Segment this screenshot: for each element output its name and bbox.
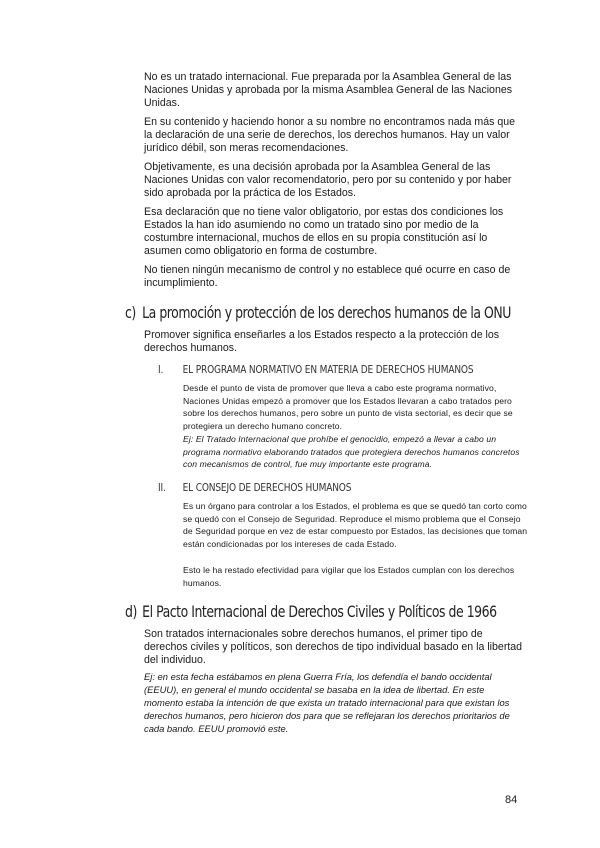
- subsection-i-marker: I.: [158, 363, 164, 376]
- subsection-ii-text-2: Esto le ha restado efectividad para vigilar que los Estados cumplan con los derechos humanos.: [183, 565, 515, 588]
- section-d-title: El Pacto Internacional de Derechos Civiles y Políticos de 1966: [142, 602, 497, 621]
- subsection-i-title: EL PROGRAMA NORMATIVO EN MATERIA DE DERECHOS HUMANOS: [182, 363, 474, 376]
- paragraph-content: En su contenido y haciendo honor a su nombre no encontramos nada más que la declaración de una serie de derechos, los derechos humanos. Hay un valor jurídico débil, son meras recomendaciones.: [144, 116, 516, 154]
- subsection-ii-marker: II.: [158, 481, 166, 494]
- heading-subsection-i: [158, 363, 502, 377]
- heading-subsection-ii: [158, 481, 502, 495]
- subsection-ii-text: Es un órgano para controlar a los Estados, el problema es que se quedó tan corto como se quedó con el Consejo de Seguridad. Reproduce el mismo problema que el Consejo de Seguridad porque en vez de estar compuesto por Estados, las decisiones que toman están condicionadas por los intereses de cada Estado.: [183, 501, 528, 550]
- section-c-intro: Promover significa enseñarles a los Estados respecto a la protección de los derechos humanos.: [144, 329, 500, 354]
- heading-section-c: [125, 303, 511, 323]
- subsection-i-text: Desde el punto de vista de promover que lleva a cabo este programa normativo, Naciones Unidas empezó a promover que los Estados llevaran a cabo tratados pero sobre los derechos humanos, pero sobre un punto de vista sectorial, es decir que se protegiera un derecho humano concreto.: [183, 383, 513, 432]
- section-d-intro: Son tratados internacionales sobre derechos humanos, el primer tipo de derechos civiles y políticos, son derechos de tipo individual basado en la libertad del individuo.: [144, 628, 523, 666]
- paragraph-objective: Objetivamente, es una decisión aprobada por la Asamblea General de las Naciones Unidas con valor recomendatorio, pero por su contenido y por haber sido aprobada por la práctica de los Estados.: [144, 161, 512, 199]
- section-c-marker: c): [125, 303, 136, 322]
- subsection-ii-title: EL CONSEJO DE DERECHOS HUMANOS: [182, 481, 352, 494]
- section-d-marker: d): [125, 602, 137, 621]
- page-number: 84: [505, 794, 518, 806]
- paragraph-no-control: No tienen ningún mecanismo de control y no establece qué ocurre en caso de incumplimiento.: [144, 264, 511, 289]
- section-c-title: La promoción y protección de los derechos humanos de la ONU: [142, 303, 511, 322]
- paragraph-not-treaty: No es un tratado internacional. Fue preparada por la Asamblea General de las Naciones Unidas y aprobada por la misma Asamblea General de las Naciones Unidas.: [144, 71, 513, 109]
- section-d-example: Ej: en esta fecha estábamos en plena Guerra Fría, los defendía el bando occidental (EEUU), en general el mundo occidental se basaba en la idea de libertad. En este momento estaba la intención de que exista un tratado internacional para que existan los derechos humanos, pero hicieron dos para que se reflejaran los derechos prioritarios de cada bando. EEUU promovió este.: [144, 671, 510, 734]
- subsection-i-example: Ej: El Tratado Internacional que prohíbe el genocidio, empezó a llevar a cabo un programa normativo elaborando tratados que protegiera derechos humanos concretos con mecanismos de control, fue muy importante este programa.: [183, 434, 520, 470]
- heading-section-d: [125, 602, 497, 622]
- paragraph-custom: Esa declaración que no tiene valor obligatorio, por estas dos condiciones los Estados la han ido asumiendo no como un tratado sino por medio de la costumbre internacional, muchos de ellos en su propia constitución así lo asumen como obligatorio en forma de costumbre.: [144, 206, 504, 257]
